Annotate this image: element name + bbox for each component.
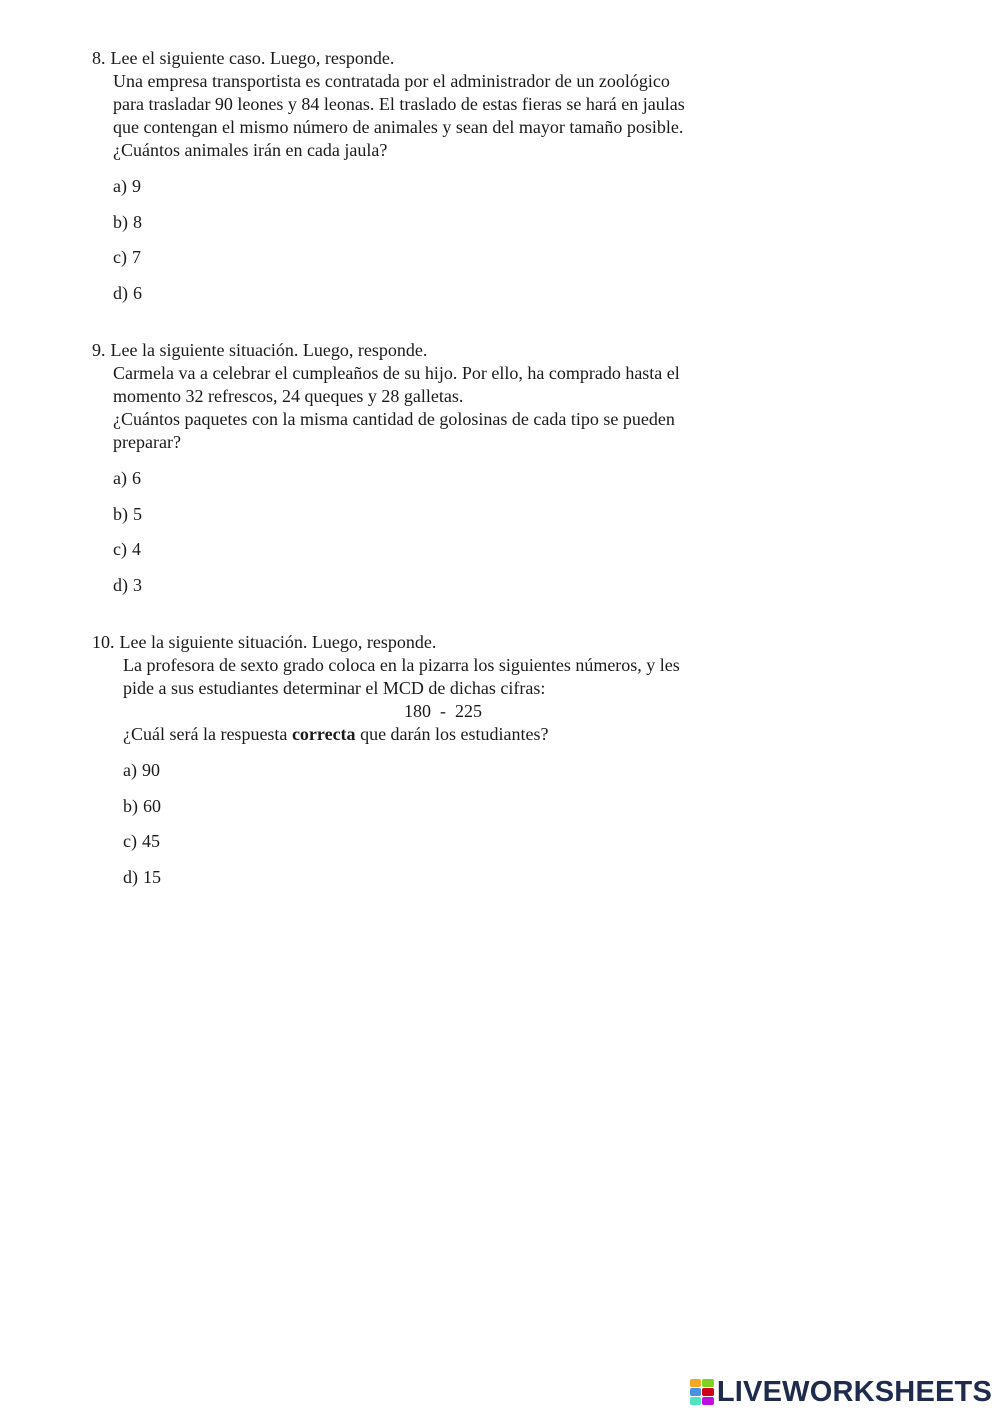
option-letter: b) <box>113 211 128 232</box>
logo-block <box>690 1379 702 1387</box>
question-instruction: Lee la siguiente situación. Luego, responde. <box>110 340 428 360</box>
question-text-line: momento 32 refrescos, 24 queques y 28 galletas. <box>113 386 464 406</box>
question-header <box>92 631 792 654</box>
question-8 <box>92 47 792 317</box>
question-number: 8. <box>92 48 106 68</box>
question-text-line <box>123 723 792 746</box>
question-instruction: Lee la siguiente situación. Luego, responde. <box>119 632 437 652</box>
question-text-after: que darán los estudiantes? <box>355 724 549 744</box>
answer-option-a[interactable] <box>113 175 792 211</box>
question-10 <box>92 631 792 901</box>
answer-option-b[interactable] <box>113 211 792 247</box>
question-number: 9. <box>92 340 106 360</box>
question-text-line: Carmela va a celebrar el cumpleaños de su hijo. Por ello, ha comprado hasta el <box>113 363 680 383</box>
option-letter: d) <box>113 282 128 303</box>
answer-option-a[interactable] <box>123 759 792 795</box>
question-text-line: preparar? <box>113 432 181 452</box>
question-text-line: ¿Cuántos paquetes con la misma cantidad de golosinas de cada tipo se pueden <box>113 409 675 429</box>
question-text-line: La profesora de sexto grado coloca en la pizarra los siguientes números, y les <box>123 655 680 675</box>
option-letter: c) <box>113 247 127 267</box>
option-value: 60 <box>143 795 161 816</box>
question-text-line: Una empresa transportista es contratada por el administrador de un zoológico <box>113 71 670 91</box>
option-letter: c) <box>123 831 137 851</box>
answer-options <box>113 467 792 609</box>
logo-block <box>702 1379 714 1387</box>
liveworksheets-logo-icon <box>690 1379 714 1405</box>
logo-block <box>702 1388 714 1396</box>
option-letter: d) <box>123 866 138 887</box>
option-value: 8 <box>133 211 142 232</box>
option-value: 4 <box>131 539 141 559</box>
option-letter: c) <box>113 539 127 559</box>
option-value: 7 <box>131 247 141 267</box>
answer-option-d[interactable] <box>113 282 792 318</box>
option-value: 6 <box>131 468 141 488</box>
numbers-value: 180 - 225 <box>404 701 482 721</box>
option-value: 9 <box>131 176 141 196</box>
option-value: 15 <box>143 866 161 887</box>
option-letter: a) <box>123 760 137 780</box>
logo-block <box>702 1397 714 1405</box>
option-value: 90 <box>141 760 160 780</box>
question-text-line: ¿Cuántos animales irán en cada jaula? <box>113 140 388 160</box>
question-text-bold: correcta <box>291 724 356 744</box>
question-body <box>113 70 792 317</box>
question-text-line: pide a sus estudiantes determinar el MCD de dichas cifras: <box>123 678 546 698</box>
answer-options <box>113 175 792 317</box>
question-body <box>123 654 792 901</box>
answer-option-b[interactable] <box>113 503 792 539</box>
option-value: 5 <box>133 503 142 524</box>
question-9 <box>92 339 792 609</box>
question-body <box>113 362 792 609</box>
answer-option-d[interactable] <box>123 866 792 902</box>
option-letter: a) <box>113 468 127 488</box>
option-value: 3 <box>133 574 142 595</box>
answer-option-c[interactable] <box>113 246 792 282</box>
logo-block <box>690 1397 702 1405</box>
question-text-before: ¿Cuál será la respuesta <box>123 724 292 744</box>
option-letter: b) <box>113 503 128 524</box>
answer-option-d[interactable] <box>113 574 792 610</box>
question-text-line: para trasladar 90 leones y 84 leonas. El traslado de estas fieras se hará en jaulas <box>113 94 685 114</box>
option-letter: b) <box>123 795 138 816</box>
option-value: 45 <box>141 831 160 851</box>
numbers-display <box>123 700 763 723</box>
option-letter: a) <box>113 176 127 196</box>
answer-option-a[interactable] <box>113 467 792 503</box>
answer-options <box>123 759 792 901</box>
question-number: 10. <box>92 632 115 652</box>
question-header <box>92 47 792 70</box>
logo-block <box>690 1388 702 1396</box>
option-value: 6 <box>133 282 142 303</box>
question-text-line: que contengan el mismo número de animales y sean del mayor tamaño posible. <box>113 117 684 137</box>
logo-text: LIVEWORKSHEETS <box>716 1376 992 1408</box>
question-instruction: Lee el siguiente caso. Luego, responde. <box>110 48 395 68</box>
answer-option-c[interactable] <box>113 538 792 574</box>
liveworksheets-logo <box>690 1375 992 1409</box>
answer-option-b[interactable] <box>123 795 792 831</box>
answer-option-c[interactable] <box>123 830 792 866</box>
question-header <box>92 339 792 362</box>
option-letter: d) <box>113 574 128 595</box>
